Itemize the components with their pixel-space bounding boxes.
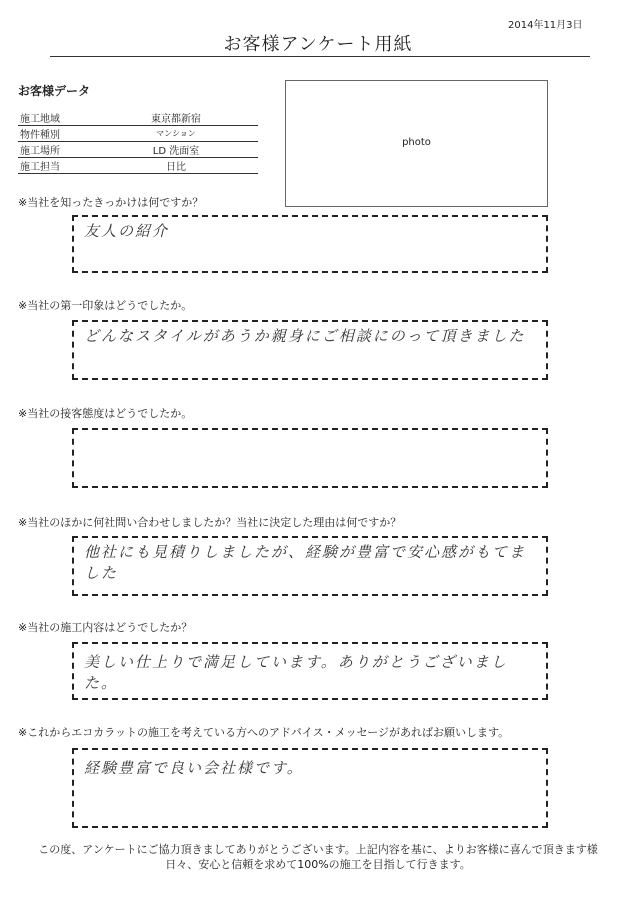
customer-row bbox=[18, 142, 258, 158]
title-divider bbox=[50, 56, 590, 57]
answer-4: 他社にも見積りしましたが、経験が豊富で安心感がもてました bbox=[84, 543, 527, 582]
customer-data-table bbox=[18, 110, 258, 174]
row-label: 施工担当 bbox=[18, 158, 94, 174]
customer-row bbox=[18, 158, 258, 174]
answer-box-4 bbox=[72, 536, 548, 596]
photo-placeholder bbox=[285, 80, 548, 207]
customer-data-heading: お客様データ bbox=[18, 84, 91, 98]
row-label: 施工場所 bbox=[18, 142, 94, 158]
photo-label: photo bbox=[402, 137, 431, 148]
question-5: ※当社の施工内容はどうでしたか？ bbox=[18, 621, 193, 634]
survey-date: 2014年11月3日 bbox=[508, 20, 583, 31]
answer-box-6 bbox=[72, 748, 548, 828]
page-title: お客様アンケート用紙 bbox=[223, 34, 413, 55]
question-3: ※当社の接客態度はどうでしたか。 bbox=[18, 407, 193, 420]
row-value: 日比 bbox=[94, 158, 258, 174]
answer-box-5 bbox=[72, 642, 548, 700]
row-value: マンション bbox=[94, 126, 258, 142]
row-value: LD 洗面室 bbox=[94, 142, 258, 158]
answer-box-2 bbox=[72, 320, 548, 380]
customer-row bbox=[18, 126, 258, 142]
answer-1: 友人の紹介 bbox=[84, 222, 170, 240]
customer-row bbox=[18, 110, 258, 126]
answer-box-3 bbox=[72, 428, 548, 488]
question-1: ※当社を知ったきっかけは何ですか？ bbox=[18, 196, 204, 209]
row-label: 施工地域 bbox=[18, 110, 94, 126]
footer-line-2: 日々、安心と信頼を求めて100%の施工を目指して行きます。 bbox=[165, 858, 471, 871]
row-label: 物件種別 bbox=[18, 126, 94, 142]
question-2: ※当社の第一印象はどうでしたか。 bbox=[18, 299, 193, 312]
answer-6: 経験豊富で良い会社様です。 bbox=[84, 759, 304, 777]
answer-5: 美しい仕上りで満足しています。ありがとうございました。 bbox=[84, 653, 508, 692]
question-6: ※これからエコカラットの施工を考えている方へのアドバイス・メッセージがあればお願いします。 bbox=[18, 726, 510, 739]
footer-line-1: この度、アンケートにご協力頂きましてありがとうございます。上記内容を基に、よりお客様に喜んで頂きます様 bbox=[38, 843, 598, 856]
question-4: ※当社のほかに何社問い合わせしましたか？当社に決定した理由は何ですか？ bbox=[18, 516, 402, 529]
row-value: 東京都新宿 bbox=[94, 110, 258, 126]
answer-box-1 bbox=[72, 215, 548, 273]
answer-2: どんなスタイルがあうか親身にご相談にのって頂きました bbox=[84, 327, 526, 345]
footer-message bbox=[0, 842, 636, 872]
